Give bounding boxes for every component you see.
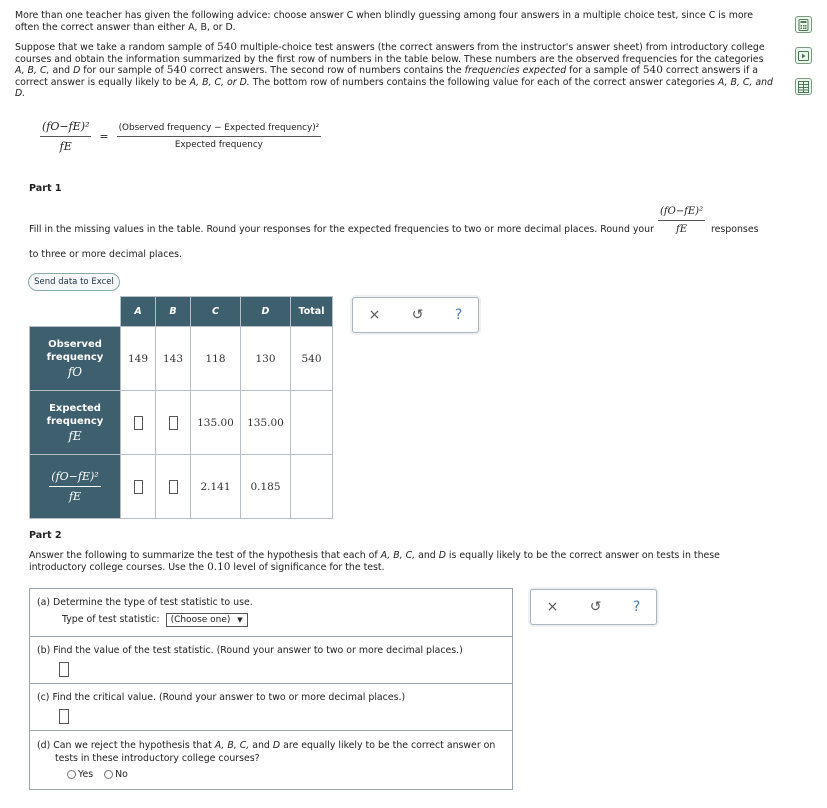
- intro-text: The bottom row of numbers contains the following value for each of the correct answer categories: [249, 76, 718, 88]
- formula-lhs: [40, 120, 91, 153]
- no-option[interactable]: [104, 769, 128, 780]
- intro-cats: A, B, C, and D.: [15, 76, 774, 99]
- test-stat-select[interactable]: [166, 613, 248, 627]
- chi-d: 0.185: [241, 455, 291, 519]
- col-header-d: D: [241, 297, 291, 327]
- row-chi-num: (fO−fE)²: [49, 470, 100, 487]
- clear-icon[interactable]: ×: [368, 307, 381, 323]
- intro-text: Suppose that we take a random sample of: [15, 42, 218, 53]
- row-chi-header: [30, 455, 121, 519]
- intro-cat-d: D: [73, 65, 81, 76]
- question-d-part: (d) Can we reject the hypothesis that: [37, 740, 215, 751]
- observed-total: 540: [291, 327, 333, 391]
- intro-paragraph-1: [15, 10, 775, 33]
- question-b: [30, 637, 512, 684]
- no-label: No: [115, 769, 128, 780]
- part-2-text: and: [415, 550, 439, 561]
- undo-icon[interactable]: ↺: [411, 307, 424, 323]
- part-2-cat-d: D: [438, 550, 446, 561]
- undo-icon[interactable]: ↺: [589, 599, 602, 615]
- formula: [40, 120, 321, 153]
- question-a: [30, 589, 512, 637]
- test-stat-select-value: (Choose one): [170, 615, 231, 625]
- question-d-cat-d: D: [272, 740, 281, 751]
- part-2-tools: [530, 589, 657, 625]
- question-d-part: and: [249, 740, 273, 751]
- question-d-part: are equally likely to be the correct answer on tests in these introductory college courses?: [55, 740, 496, 764]
- formula-lhs-den: fE: [59, 140, 72, 153]
- chi-a-cell: [121, 455, 156, 519]
- question-d: [30, 731, 512, 789]
- intro-paragraph-2: [15, 42, 775, 100]
- formula-equals: =: [99, 130, 109, 143]
- intro-text: correct answers. The second row of numbers contains the: [186, 65, 465, 76]
- question-b-text: (b) Find the value of the test statistic. (Round your answer to two or more decimal places.): [37, 645, 463, 656]
- col-header-total: Total: [291, 297, 333, 327]
- row-symbol: fE: [68, 429, 82, 443]
- significance-level: 0.10: [207, 560, 231, 573]
- part-2-text: is equally likely to be the correct answer on tests in these introductory college courses. Use the: [29, 550, 720, 573]
- intro-text: and: [49, 65, 74, 76]
- intro-text: correct answers if a correct answer is equally likely to be: [15, 65, 759, 88]
- row-label: Observed: [48, 339, 102, 350]
- part-2-instruction: [29, 550, 769, 573]
- formula-rhs-den: Expected frequency: [174, 140, 263, 150]
- expected-d: 135.00: [241, 391, 291, 455]
- part-1-instruction: Fill in the missing values in the table. Round your responses for the expected frequencies to two or more decimal places. Round your: [29, 224, 654, 235]
- part-2-text: level of significance for the test.: [230, 561, 385, 573]
- row-label: frequency: [46, 416, 104, 427]
- row-observed-header: [30, 327, 121, 391]
- row-symbol: fO: [67, 365, 83, 379]
- formula-rhs: [117, 123, 322, 150]
- col-header-a: A: [121, 297, 156, 327]
- chi-total: [291, 455, 333, 519]
- col-header-b: B: [156, 297, 191, 327]
- critical-value-input[interactable]: [59, 709, 69, 724]
- observed-d: 130: [241, 327, 291, 391]
- intro-cats: A, B, C, or D.: [189, 76, 250, 88]
- row-chi-den: fE: [68, 490, 82, 503]
- test-stat-label: Type of test statistic:: [62, 614, 160, 625]
- intro-cats: A, B, C,: [15, 65, 50, 76]
- question-a-row: [62, 613, 505, 627]
- part-2-title: Part 2: [29, 530, 62, 541]
- intro-text: for a sample of: [566, 65, 643, 76]
- row-label: Expected: [49, 403, 101, 414]
- calculator-icon[interactable]: [795, 16, 812, 33]
- col-header-c: C: [191, 297, 241, 327]
- question-d-cats: A, B, C,: [214, 740, 250, 751]
- chi-b-cell: [156, 455, 191, 519]
- reject-options: [67, 769, 505, 780]
- expected-total: [291, 391, 333, 455]
- part-1-instruction-2: to three or more decimal places.: [29, 249, 183, 260]
- part-2-questions: [29, 588, 513, 790]
- test-stat-input[interactable]: [59, 662, 69, 677]
- intro-text: for our sample of: [80, 65, 167, 76]
- chi-b-input[interactable]: [169, 480, 178, 494]
- question-c: [30, 684, 512, 731]
- yes-label: Yes: [78, 769, 94, 780]
- part-1-formula-den: fE: [676, 224, 688, 235]
- sample-size: 540: [166, 64, 187, 76]
- chevron-down-icon: ▼: [237, 616, 243, 624]
- frequency-table: [29, 296, 333, 519]
- chi-c: 2.141: [191, 455, 241, 519]
- video-icon[interactable]: [795, 47, 812, 64]
- formula-lhs-num: (fO−fE)²: [40, 120, 91, 137]
- expected-b-input[interactable]: [169, 416, 178, 430]
- part-1-formula: [658, 206, 705, 235]
- part-1-tools: [352, 297, 479, 333]
- formula-rhs-num: (Observed frequency − Expected frequency)²: [117, 123, 322, 137]
- part-1-instruction-responses: responses: [711, 224, 759, 235]
- observed-b: 143: [156, 327, 191, 391]
- row-expected-header: [30, 391, 121, 455]
- expected-b-cell: [156, 391, 191, 455]
- help-icon[interactable]: ?: [454, 307, 463, 323]
- table-corner: [30, 297, 121, 327]
- yes-option[interactable]: [67, 769, 93, 780]
- intro-text: multiple-choice test answers (the correct answers from the instructor's answer sheet) from introductory college courses and obtain the information summarized by the first row of numbers in the table below. These numbers are the observed frequencies for the categories: [15, 42, 765, 65]
- chi-a-input[interactable]: [134, 480, 143, 494]
- sample-size: 540: [217, 41, 238, 53]
- expected-a-input[interactable]: [134, 416, 143, 430]
- no-radio[interactable]: [104, 770, 113, 779]
- intro-freq-expected: frequencies expected: [464, 65, 567, 76]
- send-to-excel-button[interactable]: Send data to Excel: [28, 273, 120, 291]
- side-toolbar: [795, 16, 813, 109]
- question-a-text: (a) Determine the type of test statistic to use.: [37, 597, 253, 608]
- sample-size: 540: [642, 64, 663, 76]
- part-1-title: Part 1: [29, 183, 62, 194]
- clear-icon[interactable]: ×: [546, 599, 559, 615]
- part-2-text: Answer the following to summarize the test of the hypothesis that each of: [29, 550, 381, 561]
- row-label: frequency: [46, 352, 104, 363]
- observed-a: 149: [121, 327, 156, 391]
- part-1-formula-num: (fO−fE)²: [658, 206, 705, 221]
- intro-text-1: More than one teacher has given the following advice: choose answer C when blindly guessing among four answers in a multiple choice test, since C is more often the correct answer than either A, B, or D.: [15, 10, 753, 33]
- expected-c: 135.00: [191, 391, 241, 455]
- part-2-cats: A, B, C,: [380, 550, 416, 561]
- question-d-text: [37, 739, 505, 765]
- observed-c: 118: [191, 327, 241, 391]
- table-icon[interactable]: [795, 78, 812, 95]
- question-c-text: (c) Find the critical value. (Round your answer to two or more decimal places.): [37, 692, 406, 703]
- expected-a-cell: [121, 391, 156, 455]
- yes-radio[interactable]: [67, 770, 76, 779]
- help-icon[interactable]: ?: [632, 599, 641, 615]
